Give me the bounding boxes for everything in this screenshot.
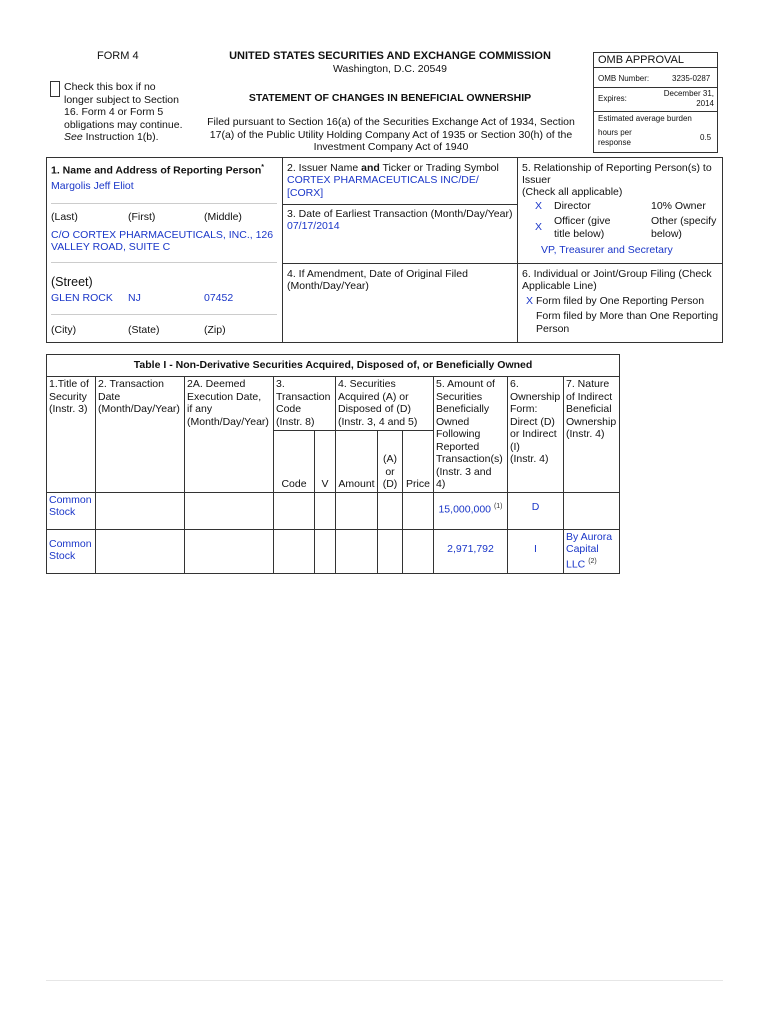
header-amount-owned: 5. Amount of Securities Beneficially Owned Following Reported Transaction(s) (Instr. 3 and 4) xyxy=(434,377,508,493)
row2-nature: By Aurora Capital LLC $^{(2)}$ xyxy=(564,529,620,573)
last-label: (Last) xyxy=(51,211,78,223)
section3-title: 3. Date of Earliest Transaction (Month/Day/Year) xyxy=(287,208,513,220)
other-label: Other (specify below) xyxy=(651,215,717,240)
address-line1: C/O CORTEX PHARMACEUTICALS, INC., 126 xyxy=(51,229,274,241)
issuer-name: CORTEX PHARMACEUTICALS INC/DE/ xyxy=(287,174,479,186)
first-label: (First) xyxy=(128,211,156,223)
section4-title: 4. If Amendment, Date of Original Filed xyxy=(287,268,468,280)
omb-hours-value: 0.5 xyxy=(700,133,712,142)
omb-number-value: 3235-0287 xyxy=(672,74,711,83)
header-ownership-form: 6. Ownership Form: Direct (D) or Indirect (I) (Instr. 4) xyxy=(508,377,564,493)
state-value: NJ xyxy=(128,292,141,304)
commission-title: UNITED STATES SECURITIES AND EXCHANGE COMMISSION xyxy=(229,50,551,62)
omb-expires-label: Expires: xyxy=(598,94,627,103)
table-row xyxy=(47,492,620,529)
street-label: (Street) xyxy=(51,275,93,289)
header-v: V xyxy=(315,430,336,492)
form-label: FORM 4 xyxy=(97,50,139,62)
section6-title: 6. Individual or Joint/Group Filing (Check xyxy=(522,268,712,280)
officer-mark[interactable]: X xyxy=(535,221,543,233)
omb-burden-label: Estimated average burden xyxy=(598,114,692,123)
table-non-derivative xyxy=(46,354,620,574)
header-securities-acquired: 4. Securities Acquired (A) or Disposed of (D) (Instr. 3, 4 and 5) xyxy=(336,377,434,431)
more-persons-label: Form filed by More than One Reporting Person xyxy=(536,310,719,335)
section5-subtitle: Issuer xyxy=(522,174,551,186)
page-bottom-rule xyxy=(46,980,723,981)
omb-number-label: OMB Number: xyxy=(598,74,650,83)
header-price: Price xyxy=(403,430,434,492)
city-value: GLEN ROCK xyxy=(51,292,113,304)
row1-title: Common Stock xyxy=(47,492,96,529)
header-transaction-date: 2. Transaction Date (Month/Day/Year) xyxy=(96,377,185,493)
header-title-of-security: 1.Title of Security (Instr. 3) xyxy=(47,377,96,493)
address-line2: VALLEY ROAD, SUITE C xyxy=(51,241,171,253)
director-mark[interactable]: X xyxy=(535,200,543,212)
omb-expires-value: December 31, 2014 xyxy=(663,89,714,108)
zip-value: 07452 xyxy=(204,292,234,304)
header-nature-of-ownership: 7. Nature of Indirect Beneficial Ownership (Instr. 4) xyxy=(564,377,620,493)
issuer-ticker: [CORX] xyxy=(287,187,324,199)
checkbox-text: Check this box if no longer subject to Section 16. Form 4 or Form 5 obligations may continue. See Instruction 1(b). xyxy=(64,81,183,143)
header-a-or-d: (A) or (D) xyxy=(378,430,403,492)
statement-title: STATEMENT OF CHANGES IN BENEFICIAL OWNERSHIP xyxy=(248,92,532,104)
section5-title: 5. Relationship of Reporting Person(s) to xyxy=(522,162,712,174)
section4-subtitle: (Month/Day/Year) xyxy=(287,280,369,292)
table-row xyxy=(47,529,620,573)
state-label: (State) xyxy=(128,324,160,336)
section1-title: 1. Name and Address of Reporting Person* xyxy=(51,164,264,177)
director-label: Director xyxy=(554,200,591,212)
header-code: Code xyxy=(274,430,315,492)
no-longer-subject-checkbox[interactable] xyxy=(50,81,60,97)
row1-ownership-form: D xyxy=(508,492,564,529)
row1-amount-owned: 15,000,000 $^{(1)}$ xyxy=(434,492,508,529)
check-all-label: (Check all applicable) xyxy=(522,186,623,198)
omb-hours-label: hours per response xyxy=(598,128,632,147)
filed-pursuant-text: Filed pursuant to Section 16(a) of the Securities Exchange Act of 1934, Section 17(a) of the Public Utility Holding Company Act of 1935 or Section 30(h) of the Investment Company Act of 1940 xyxy=(207,116,575,153)
section2-title: 2. Issuer Name and Ticker or Trading Symbol xyxy=(287,162,499,174)
earliest-transaction-date: 07/17/2014 xyxy=(287,220,340,232)
header-deemed-execution-date: 2A. Deemed Execution Date, if any (Month/Day/Year) xyxy=(185,377,274,493)
header-transaction-code: 3. Transaction Code (Instr. 8) xyxy=(274,377,336,431)
section6-subtitle: Applicable Line) xyxy=(522,280,597,292)
one-person-label: Form filed by One Reporting Person xyxy=(536,295,705,307)
omb-title: OMB APPROVAL xyxy=(594,53,717,68)
ten-percent-owner-label: 10% Owner xyxy=(651,200,706,212)
one-person-mark[interactable]: X xyxy=(526,295,534,307)
row2-amount-owned: 2,971,792 xyxy=(434,529,508,573)
row2-ownership-form: I xyxy=(508,529,564,573)
table-caption: Table I - Non-Derivative Securities Acquired, Disposed of, or Beneficially Owned xyxy=(47,355,620,377)
reporting-person-name: Margolis Jeff Eliot xyxy=(51,180,134,192)
city-label: (City) xyxy=(51,324,77,336)
officer-title: VP, Treasurer and Secretary xyxy=(541,244,673,256)
middle-label: (Middle) xyxy=(204,211,242,223)
zip-label: (Zip) xyxy=(204,324,226,336)
officer-label: Officer (give title below) xyxy=(554,215,611,240)
header-amount: Amount xyxy=(336,430,378,492)
commission-address: Washington, D.C. 20549 xyxy=(332,63,447,75)
row2-title: Common Stock xyxy=(47,529,96,573)
